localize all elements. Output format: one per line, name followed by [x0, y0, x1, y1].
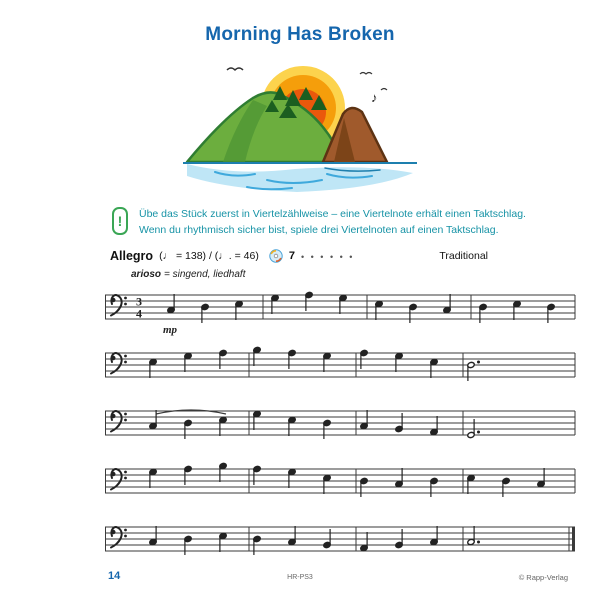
style-note-rest: = singend, liedhaft: [164, 269, 246, 280]
style-note-term: arioso: [131, 269, 162, 280]
tempo-row: [110, 249, 488, 263]
music-note-icon: ♪: [371, 90, 378, 105]
tempo-marking: Allegro: [110, 249, 154, 263]
svg-text:3: 3: [136, 294, 142, 309]
staff-system-3: [105, 397, 585, 455]
svg-text:mp: mp: [163, 324, 178, 336]
instruction-text: [139, 206, 526, 239]
page-number: 14: [108, 570, 121, 582]
cd-icon: [269, 249, 283, 263]
footer-code: HR-PS3: [287, 574, 313, 581]
style-note: [131, 269, 245, 280]
staff-system-1: [105, 281, 585, 339]
score: [105, 281, 585, 571]
exclamation-icon: !: [112, 207, 128, 235]
water: [183, 163, 417, 192]
staff-system-2: [105, 339, 585, 397]
track-number: 7: [288, 250, 295, 262]
practice-instruction: [112, 206, 526, 239]
publisher-credit: © Rapp-Verlag: [518, 573, 568, 582]
tempo-detail: (♩ = 138) / (♩. = 46): [159, 250, 259, 262]
page-title: Morning Has Broken: [205, 24, 395, 45]
composer-credit: Traditional: [439, 250, 488, 262]
staff-system-4: [105, 455, 585, 513]
island-illustration: [175, 56, 425, 198]
instruction-line-2: Wenn du rhythmisch sicher bist, spiele drei Viertelnoten auf einen Taktschlag.: [139, 224, 499, 237]
svg-text:4: 4: [136, 306, 142, 321]
staff-system-5: [105, 513, 585, 571]
instruction-line-1: Übe das Stück zuerst in Viertelzählweise – eine Viertelnote erhält einen Taktschlag.: [139, 208, 526, 220]
track-dots: • • • • • •: [300, 252, 355, 262]
